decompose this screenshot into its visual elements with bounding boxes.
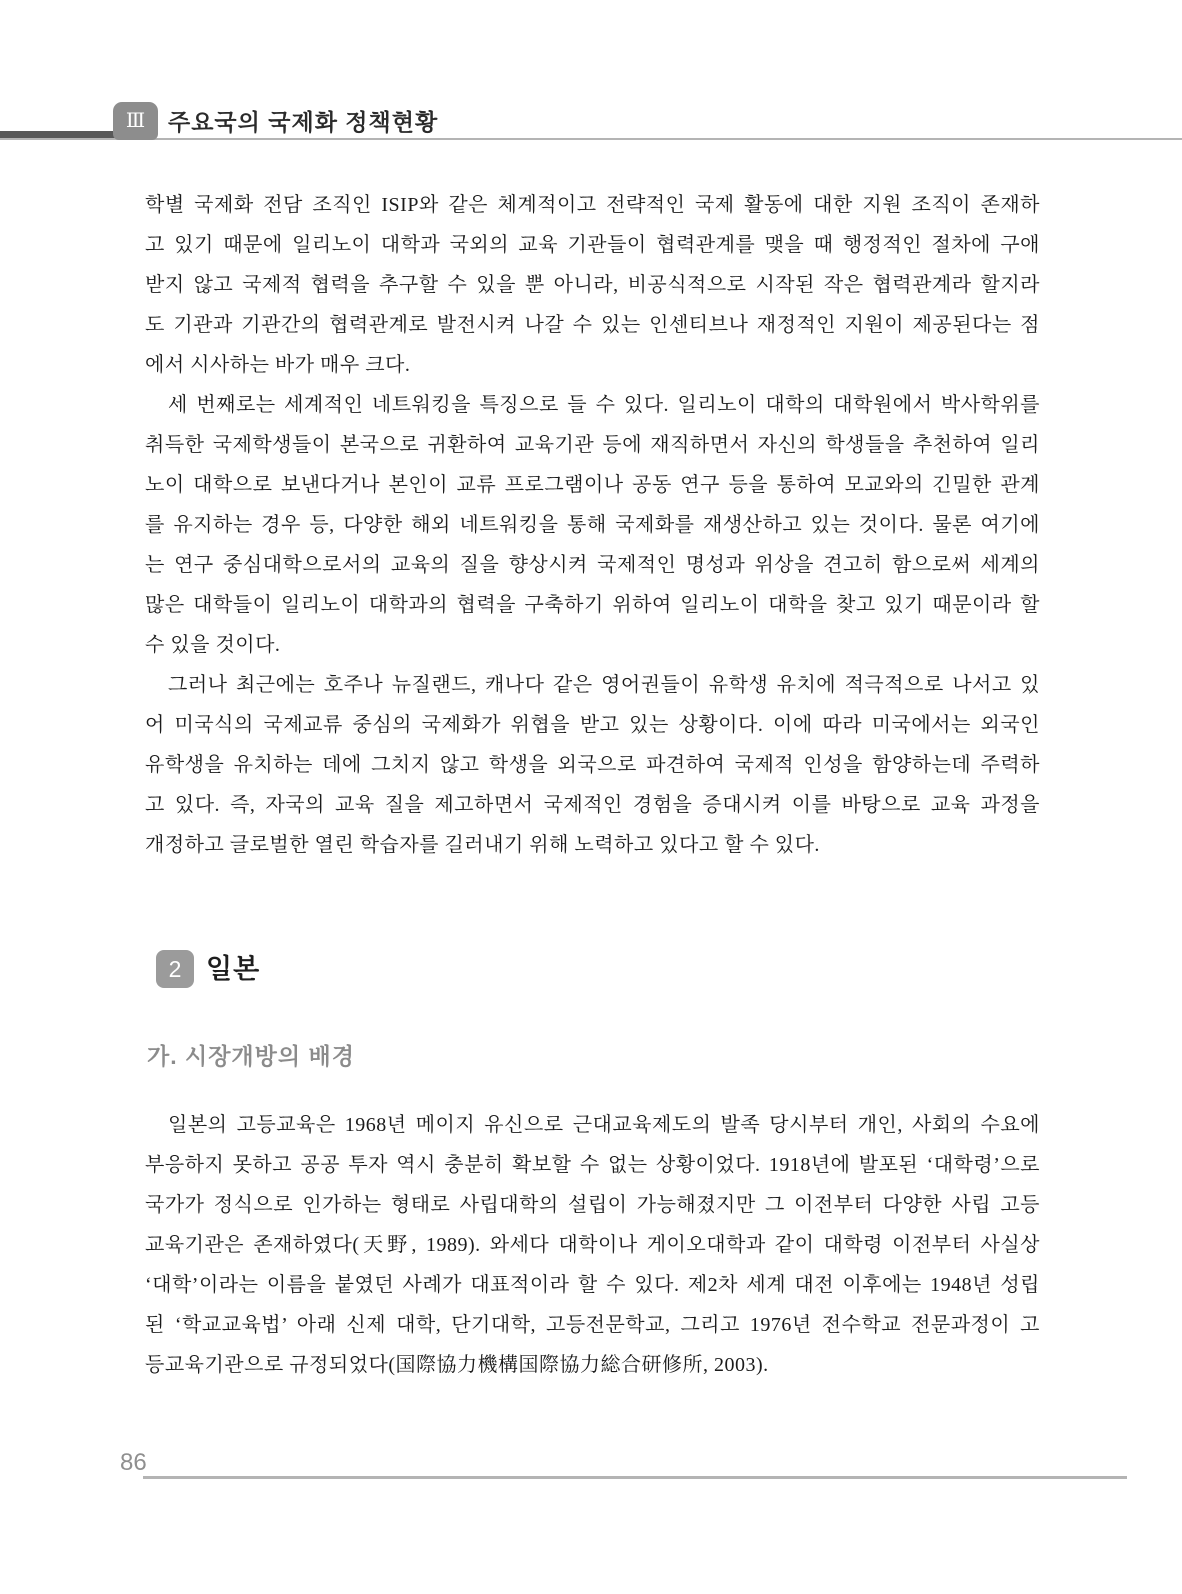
- paragraph: [145, 385, 1040, 665]
- text-line: 교육기관은 존재하였다(天野, 1989). 와세다 대학이나 게이오대학과 같이 대학령 이전부터 사실상: [145, 1234, 1040, 1256]
- text-line: 에서 시사하는 바가 매우 크다.: [145, 354, 411, 376]
- text-line: 노이 대학으로 보낸다거나 본인이 교류 프로그램이나 공동 연구 등을 통하여 모교와의 긴밀한 관계: [145, 474, 1040, 496]
- paragraph: [145, 1105, 1040, 1385]
- text-line: 국가가 정식으로 인가하는 형태로 사립대학의 설립이 가능해졌지만 그 이전부터 다양한 사립 고등: [145, 1194, 1040, 1216]
- text-line: 유학생을 유치하는 데에 그치지 않고 학생을 외국으로 파견하여 국제적 인성을 함양하는데 주력하: [145, 754, 1040, 776]
- text-line: 세 번째로는 세계적인 네트워킹을 특징으로 들 수 있다. 일리노이 대학의 대학원에서 박사학위를: [168, 394, 1040, 416]
- text-line: 많은 대학들이 일리노이 대학과의 협력을 구축하기 위하여 일리노이 대학을 찾고 있기 때문이라 할: [145, 594, 1040, 616]
- text-line: 를 유지하는 경우 등, 다양한 해외 네트워킹을 통해 국제화를 재생산하고 있는 것이다. 물론 여기에: [145, 514, 1040, 536]
- subsection-title: 가. 시장개방의 배경: [147, 1043, 355, 1069]
- paragraph: [145, 185, 1040, 385]
- text-line: 취득한 국제학생들이 본국으로 귀환하여 교육기관 등에 재직하면서 자신의 학생들을 추천하여 일리: [145, 434, 1040, 456]
- text-line: 받지 않고 국제적 협력을 추구할 수 있을 뿐 아니라, 비공식적으로 시작된 작은 협력관계라 할지라: [145, 274, 1040, 296]
- text-line: 고 있기 때문에 일리노이 대학과 국외의 교육 기관들이 협력관계를 맺을 때 행정적인 절차에 구애: [145, 234, 1040, 256]
- footer-rule: [143, 1476, 1127, 1479]
- text-line: 는 연구 중심대학으로서의 교육의 질을 향상시켜 국제적인 명성과 위상을 견고히 함으로써 세계의: [145, 554, 1040, 576]
- text-line: 된 ‘학교교육법’ 아래 신제 대학, 단기대학, 고등전문학교, 그리고 1976년 전수학교 전문과정이 고: [145, 1314, 1040, 1336]
- text-line: 일본의 고등교육은 1968년 메이지 유신으로 근대교육제도의 발족 당시부터 개인, 사회의 수요에: [168, 1114, 1040, 1136]
- section-body-paragraphs: [145, 1105, 1040, 1385]
- header-rule-left: [0, 131, 122, 138]
- text-line: 학별 국제화 전담 조직인 ISIP와 같은 체계적이고 전략적인 국제 활동에 대한 지원 조직이 존재하: [145, 194, 1040, 216]
- body-paragraphs: [145, 185, 1040, 865]
- chapter-title: 주요국의 국제화 정책현황: [168, 109, 439, 135]
- text-line: 고 있다. 즉, 자국의 교육 질을 제고하면서 국제적인 경험을 증대시켜 이를 바탕으로 교육 과정을: [145, 794, 1040, 816]
- text-line: 수 있을 것이다.: [145, 634, 281, 656]
- text-line: 등교육기관으로 규정되었다(国際協力機構国際協力総合研修所, 2003).: [145, 1354, 769, 1376]
- text-line: 그러나 최근에는 호주나 뉴질랜드, 캐나다 같은 영어권들이 유학생 유치에 적극적으로 나서고 있: [168, 674, 1040, 696]
- section-title: 일본: [206, 954, 261, 984]
- text-line: ‘대학’이라는 이름을 붙였던 사례가 대표적이라 할 수 있다. 제2차 세계 대전 이후에는 1948년 성립: [145, 1274, 1040, 1296]
- text-line: 개정하고 글로벌한 열린 학습자를 길러내기 위해 노력하고 있다고 할 수 있다.: [145, 834, 820, 856]
- text-line: 부응하지 못하고 공공 투자 역시 충분히 확보할 수 없는 상황이었다. 1918년에 발포된 ‘대학령’으로: [145, 1154, 1040, 1176]
- text-line: 도 기관과 기관간의 협력관계로 발전시켜 나갈 수 있는 인센티브나 재정적인 지원이 제공된다는 점: [145, 314, 1040, 336]
- page-number: 86: [120, 1449, 147, 1476]
- paragraph: [145, 665, 1040, 865]
- chapter-number-badge: Ⅲ: [113, 102, 158, 140]
- section-number-badge: 2: [156, 950, 194, 988]
- text-line: 어 미국식의 국제교류 중심의 국제화가 위협을 받고 있는 상황이다. 이에 따라 미국에서는 외국인: [145, 714, 1040, 736]
